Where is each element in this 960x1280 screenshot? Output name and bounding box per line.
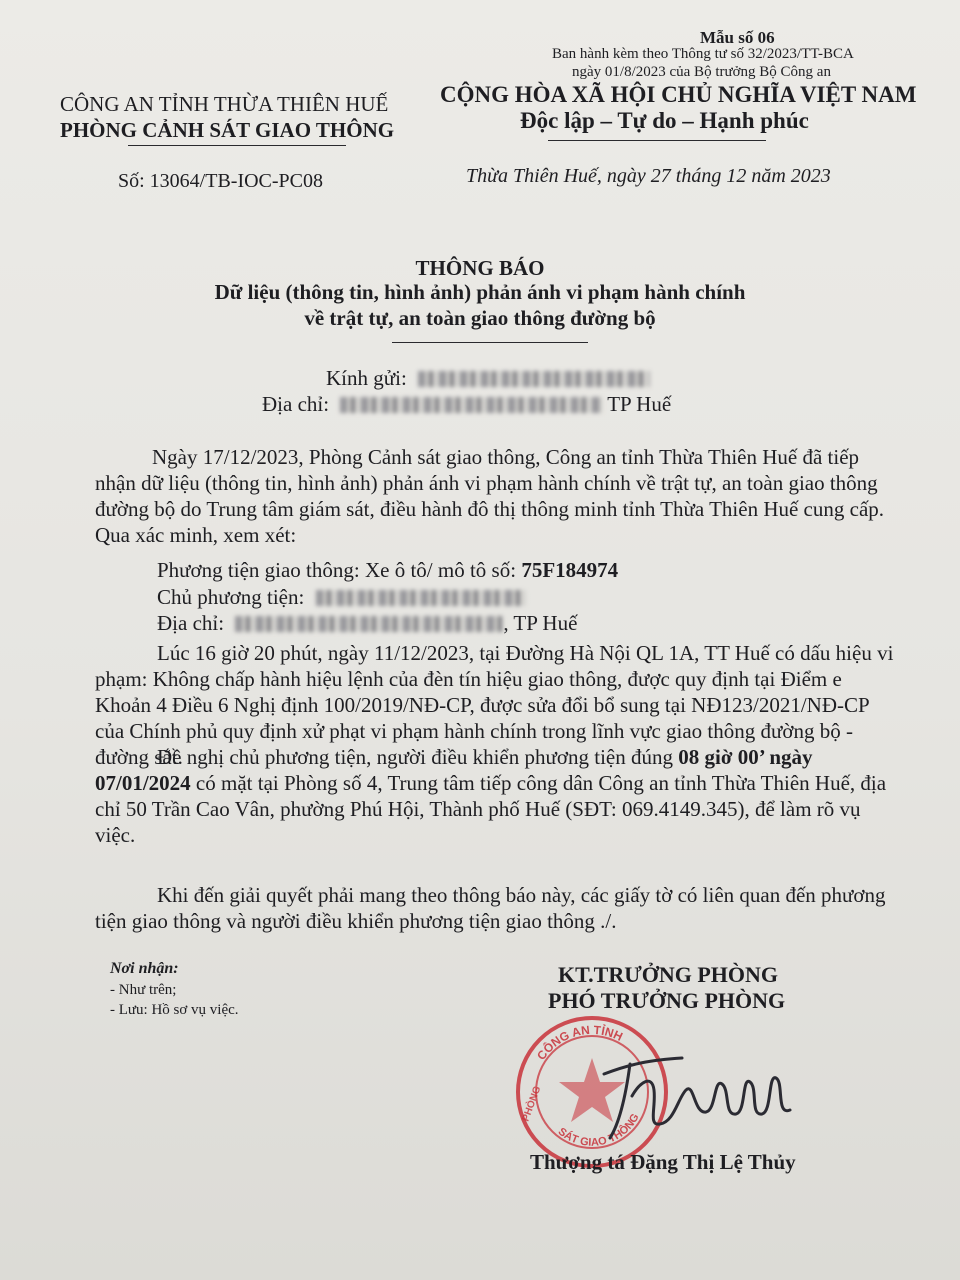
signature-title-1: KT.TRƯỞNG PHÒNG — [558, 962, 778, 987]
summons-start: Đề nghị chủ phương tiện, người điều khiển phương tiện đúng — [157, 745, 679, 769]
nation-motto: Độc lập – Tự do – Hạnh phúc — [520, 108, 809, 133]
owner-label: Chủ phương tiện: — [157, 585, 305, 609]
stamp-text-bottom: SÁT GIAO THÔNG — [555, 1111, 642, 1149]
document-subtitle-1: Dữ liệu (thông tin, hình ảnh) phản ánh vi phạm hành chính — [214, 280, 746, 304]
recipients-item: - Lưu: Hồ sơ vụ việc. — [110, 1002, 239, 1018]
agency-unit: PHÒNG CẢNH SÁT GIAO THÔNG — [60, 118, 395, 142]
dateline: Thừa Thiên Huế, ngày 27 tháng 12 năm 2023 — [466, 165, 831, 187]
motto-underline — [548, 140, 766, 141]
vehicle-line — [157, 558, 618, 583]
signature-title-2: PHÓ TRƯỞNG PHÒNG — [548, 988, 786, 1013]
owner-address-suffix: , TP Huế — [503, 611, 578, 635]
agency-underline — [128, 145, 346, 146]
address-label: Địa chỉ: — [262, 392, 330, 416]
recipient-line — [326, 366, 650, 391]
summons-end: có mặt tại Phòng số 4, Trung tâm tiếp công dân Công an tỉnh Thừa Thiên Huế, địa chỉ 50 Trần Cao Vân, phường Phú Hội, Thành phố Huế (SĐT: 069.4149.345), để làm rõ vụ việc. — [95, 771, 887, 847]
title-underline — [392, 342, 588, 343]
stamp-text-top: CÔNG AN TỈNH — [534, 1022, 625, 1063]
paragraph-requirements: Khi đến giải quyết phải mang theo thông báo này, các giấy tờ có liên quan đến phương tiện giao thông và người điều khiển phương tiện giao thông ./. — [95, 883, 886, 933]
vehicle-label: Phương tiện giao thông: Xe ô tô/ mô tô số: — [157, 558, 517, 582]
redacted-recipient-name — [418, 371, 650, 387]
paragraph-summons — [95, 744, 895, 848]
signer-name: Thượng tá Đặng Thị Lệ Thủy — [530, 1150, 796, 1174]
form-issued-line-1: Ban hành kèm theo Thông tư số 32/2023/TT-BCA — [552, 46, 854, 62]
address-suffix: TP Huế — [607, 392, 672, 416]
redacted-recipient-address — [340, 397, 602, 413]
redacted-owner-address — [235, 616, 503, 632]
agency-parent: CÔNG AN TỈNH THỪA THIÊN HUẾ — [60, 92, 389, 116]
license-plate: 75F184974 — [521, 558, 619, 582]
owner-address-label: Địa chỉ: — [157, 611, 225, 635]
document-number: Số: 13064/TB-IOC-PC08 — [118, 170, 324, 192]
form-issued-line-2: ngày 01/8/2023 của Bộ trưởng Bộ Công an — [572, 64, 831, 80]
handwritten-signature — [590, 1034, 800, 1144]
recipients-item: - Như trên; — [110, 982, 177, 998]
redacted-owner-name — [316, 590, 526, 606]
paragraph-violation: Lúc 16 giờ 20 phút, ngày 11/12/2023, tại Đường Hà Nội QL 1A, TT Huế có dấu hiệu vi phạm: Không chấp hành hiệu lệnh của đèn tín hiệu giao thông, được quy định tại Điểm e Khoản 4 Điều 6 Nghị định 100/2019/NĐ-CP, được sửa đổi bổ sung tại NĐ123/2021/NĐ-CP của Chính phủ quy định xử phạt vi phạm hành chính trong lĩnh vực giao thông đường bộ - đường sắt. — [95, 641, 894, 769]
recipients-label: Nơi nhận: — [110, 960, 179, 977]
summons-time: 08 giờ 00’ ngày 07/01/2024 — [95, 745, 813, 795]
paragraph-intro: Ngày 17/12/2023, Phòng Cảnh sát giao thông, Công an tỉnh Thừa Thiên Huế đã tiếp nhận dữ liệu (thông tin, hình ảnh) phản ánh vi phạm hành chính về trật tự, an toàn giao thông đường bộ do Trung tâm giám sát, điều hành đô thị thông minh tỉnh Thừa Thiên Huế cung cấp. Qua xác minh, xem xét: — [95, 445, 885, 547]
nation-name: CỘNG HÒA XÃ HỘI CHỦ NGHĨA VIỆT NAM — [440, 82, 917, 107]
stamp-text-side: PHÒNG — [520, 1084, 544, 1124]
form-number: Mẫu số 06 — [700, 28, 775, 47]
owner-line — [157, 585, 526, 610]
recipient-label: Kính gửi: — [326, 366, 407, 390]
recipient-address-line — [262, 392, 671, 417]
owner-address-line — [157, 611, 577, 636]
document-title: THÔNG BÁO — [415, 256, 545, 280]
document-subtitle-2: về trật tự, an toàn giao thông đường bộ — [304, 306, 656, 330]
